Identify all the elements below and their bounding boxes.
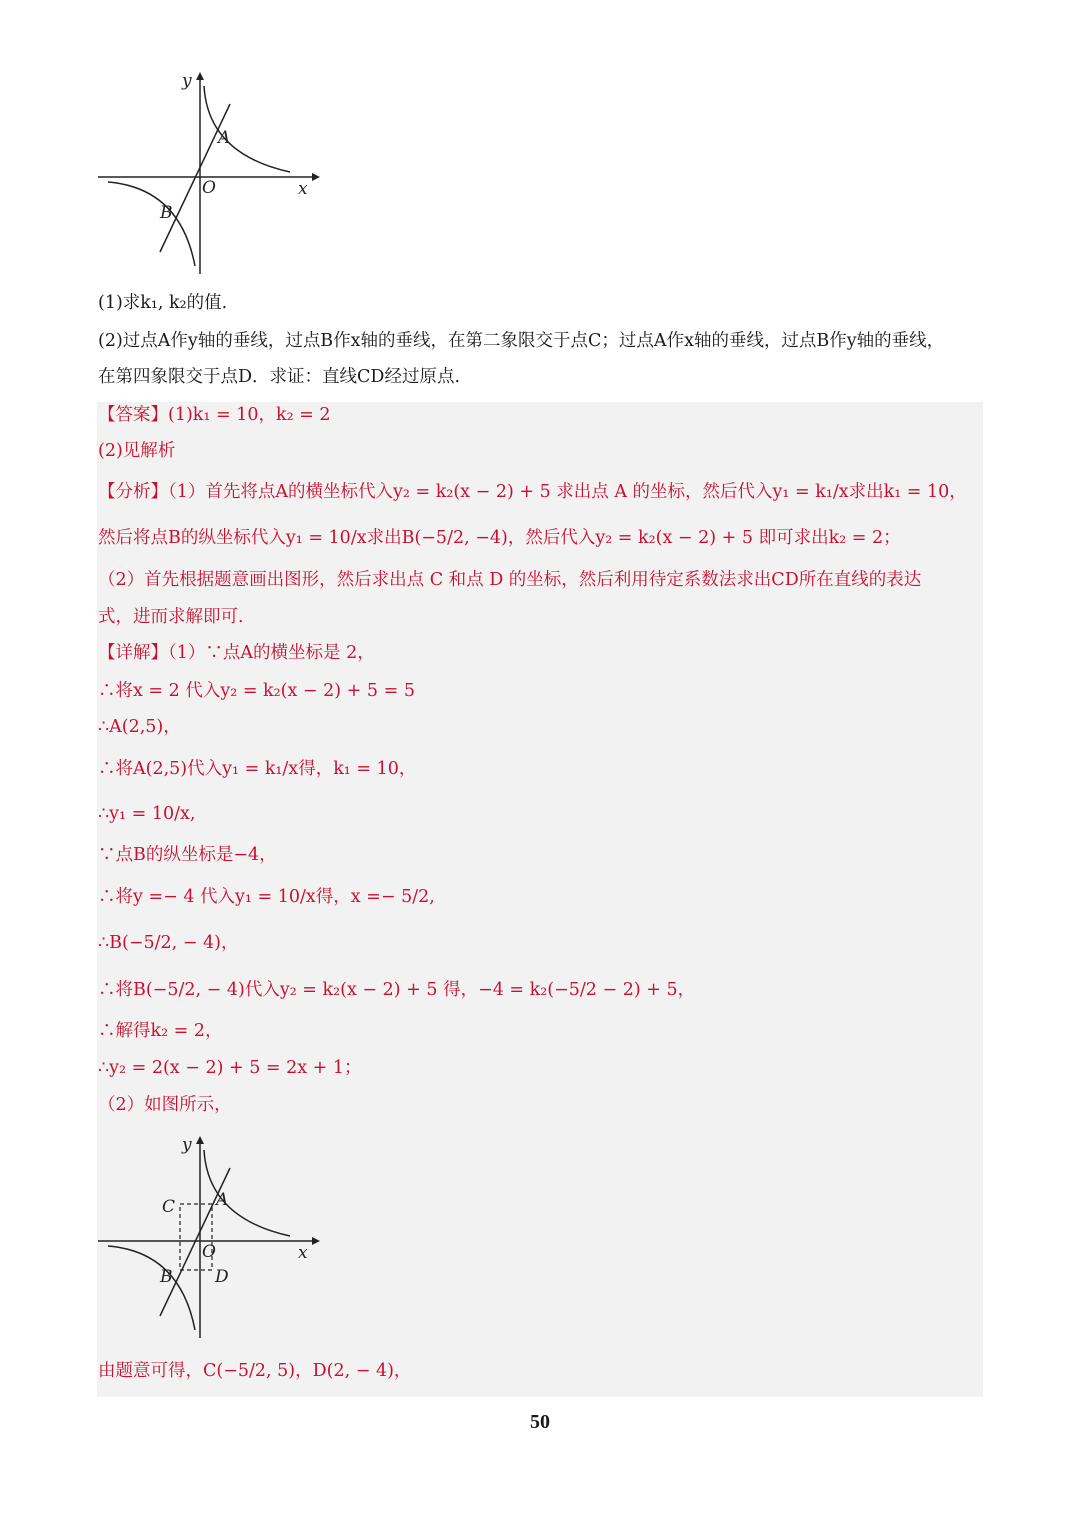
x-axis-arrow — [312, 1237, 320, 1245]
point-d-label: D — [215, 1267, 229, 1287]
question-part2-line2: 在第四象限交于点D．求证：直线CD经过原点. — [98, 367, 461, 387]
answer-final-line: 由题意可得，C(−5/2, 5)，D(2, − 4)， — [98, 1361, 412, 1381]
point-c-label: C — [162, 1197, 176, 1217]
origin-label: O — [202, 1242, 216, 1262]
y-axis-arrow — [196, 1136, 204, 1144]
answer-line: ∴y₂ = 2(x − 2) + 5 = 2x + 1； — [98, 1058, 362, 1078]
page-number: 50 — [530, 1411, 550, 1433]
answer-line: ∴A(2,5)， — [98, 717, 181, 737]
answer-line: 【答案】(1)k₁ = 10，k₂ = 2 — [98, 405, 331, 425]
answer-line: （2）如图所示， — [98, 1095, 232, 1115]
answer-line: ∴将x = 2 代入y₂ = k₂(x − 2) + 5 = 5 — [98, 681, 415, 701]
answer-line: 【详解】（1）∵点A的横坐标是 2， — [98, 643, 375, 663]
answer-line: 然后将点B的纵坐标代入y₁ = 10/x求出B(−5/2, −4)，然后代入y₂ = k₂(x − 2) + 5 即可求出k₂ = 2； — [98, 528, 901, 548]
answer-line: ∴y₁ = 10/x, — [98, 804, 196, 824]
answer-line: ∴将B(−5/2, − 4)代入y₂ = k₂(x − 2) + 5 得，−4 = k₂(−5/2 − 2) + 5， — [98, 980, 696, 1000]
point-b-label: B — [160, 1267, 173, 1287]
answer-line: （2）首先根据题意画出图形，然后求出点 C 和点 D 的坐标，然后利用待定系数法求出CD所在直线的表达 — [98, 570, 922, 590]
point-a-label: A — [218, 128, 231, 148]
solution-figure — [90, 1130, 330, 1344]
answer-line: ∴B(−5/2, − 4)， — [98, 933, 239, 953]
y-axis-arrow — [196, 72, 204, 80]
point-a-label: A — [216, 1190, 229, 1210]
x-axis-label: x — [298, 1243, 308, 1263]
hyperbola-branch-q3 — [108, 1246, 195, 1330]
question-part2-line1: (2)过点A作y轴的垂线，过点B作x轴的垂线，在第二象限交于点C；过点A作x轴的垂线，过点B作y轴的垂线， — [98, 331, 945, 351]
y-axis-label: y — [182, 71, 192, 91]
question-part1: (1)求k₁, k₂的值. — [98, 293, 228, 313]
answer-line: 【分析】（1）首先将点A的横坐标代入y₂ = k₂(x − 2) + 5 求出点 A 的坐标，然后代入y₁ = k₁/x求出k₁ = 10， — [98, 482, 967, 502]
hyperbola-line-figure — [90, 66, 330, 280]
x-axis-label: x — [298, 179, 308, 199]
answer-line: (2)见解析 — [98, 441, 176, 461]
answer-line: ∴将A(2,5)代入y₁ = k₁/x得，k₁ = 10， — [98, 759, 417, 779]
answer-line: ∴解得k₂ = 2， — [98, 1021, 223, 1041]
hyperbola-branch-q1 — [204, 86, 290, 172]
hyperbola-branch-q3 — [108, 182, 195, 266]
point-b-label: B — [160, 203, 173, 223]
origin-label: O — [202, 178, 216, 198]
straight-line — [160, 104, 230, 252]
answer-line: 式，进而求解即可. — [98, 607, 244, 627]
answer-line: ∵点B的纵坐标是−4， — [98, 845, 277, 865]
x-axis-arrow — [312, 173, 320, 181]
answer-line: ∴将y =− 4 代入y₁ = 10/x得，x =− 5/2, — [98, 887, 435, 907]
y-axis-label: y — [182, 1135, 192, 1155]
